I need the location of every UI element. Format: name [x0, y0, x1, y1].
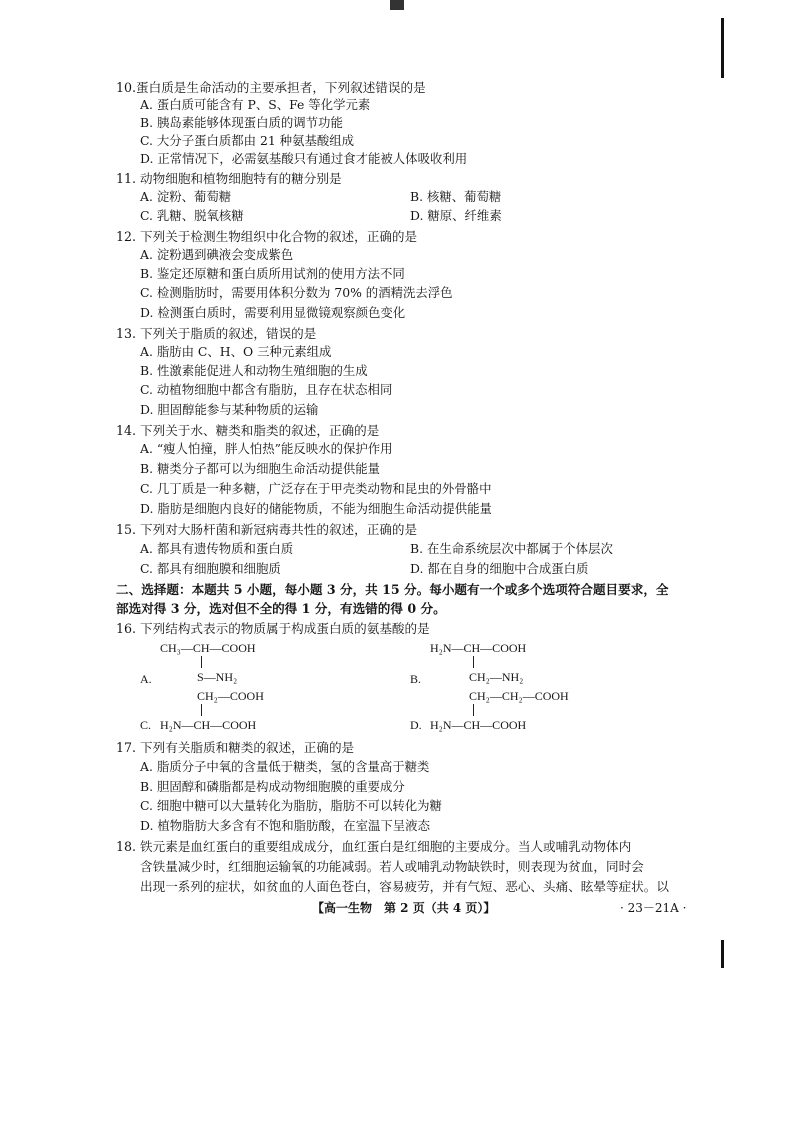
q11-stem: 11. 动物细胞和植物细胞特有的糖分别是 [116, 171, 342, 186]
q17-stem: 17. 下列有关脂质和糖类的叙述，正确的是 [116, 740, 355, 755]
q12-option-b: B. 鉴定还原糖和蛋白质所用试剂的使用方法不同 [140, 266, 405, 281]
scan-edge-top [721, 18, 724, 78]
q15-option-b: B. 在生命系统层次中都属于个体层次 [410, 541, 613, 556]
q16-option-b-bottom: CH₂—NH₂ [469, 670, 524, 684]
q12-option-a: A. 淀粉遇到碘液会变成紫色 [140, 247, 294, 262]
q17-option-b: B. 胆固醇和磷脂都是构成动物细胞膜的重要成分 [140, 779, 405, 794]
q13-option-b: B. 性激素能促进人和动物生殖细胞的生成 [140, 363, 368, 378]
q18-line-3: 出现一系列的症状，如贫血的人面色苍白，容易疲劳，并有气短、恶心、头痛、眩晕等症状。以 [140, 879, 669, 894]
q10-stem: 10.蛋白质是生命活动的主要承担者，下列叙述错误的是 [116, 80, 426, 95]
q14-option-c: C. 几丁质是一种多糖，广泛存在于甲壳类动物和昆虫的外骨骼中 [140, 481, 492, 496]
q16-option-c-bottom: H₂N—CH—COOH [160, 718, 257, 732]
scan-edge-bottom [721, 940, 724, 968]
q18-line-2: 含铁量减少时，红细胞运输氧的功能减弱。若人或哺乳动物缺铁时，则表现为贫血，同时会 [140, 859, 644, 874]
q16-stem: 16. 下列结构式表示的物质属于构成蛋白质的氨基酸的是 [116, 621, 430, 636]
q15-option-d: D. 都在自身的细胞中合成蛋白质 [410, 561, 589, 576]
bond-line [473, 656, 474, 668]
q15-stem: 15. 下列对大肠杆菌和新冠病毒共性的叙述，正确的是 [116, 522, 418, 537]
q15-option-c: C. 都具有细胞膜和细胞质 [140, 561, 281, 576]
q13-option-d: D. 胆固醇能参与某种物质的运输 [140, 402, 319, 417]
paper-code: · 23－21A · [620, 901, 687, 915]
q11-option-b: B. 核糖、葡萄糖 [410, 189, 502, 204]
q13-stem: 13. 下列关于脂质的叙述，错误的是 [116, 326, 317, 341]
q16-option-d-bottom: H₂N—CH—COOH [430, 718, 527, 732]
q15-option-a: A. 都具有遗传物质和蛋白质 [140, 541, 294, 556]
q16-option-a-label: A. [140, 672, 152, 686]
q14-option-a: A. “瘦人怕撞，胖人怕热”能反映水的保护作用 [140, 441, 393, 456]
q12-option-d: D. 检测蛋白质时，需要利用显微镜观察颜色变化 [140, 305, 406, 320]
q11-option-a: A. 淀粉、葡萄糖 [140, 189, 232, 204]
q11-option-d: D. 糖原、纤维素 [410, 208, 502, 223]
q16-option-b-top: H₂N—CH—COOH [430, 641, 527, 655]
q17-option-a: A. 脂质分子中氧的含量低于糖类，氢的含量高于糖类 [140, 759, 430, 774]
section-2-heading: 二、选择题：本题共 5 小题，每小题 3 分，共 15 分。每小题有一个或多个选项符合题目要求，全 [116, 582, 669, 597]
q10-option-b: B. 胰岛素能够体现蛋白质的调节功能 [140, 115, 343, 130]
bond-line [201, 656, 202, 668]
q16-option-a-top: CH₃—CH—COOH [160, 641, 256, 655]
q10-option-a: A. 蛋白质可能含有 P、S、Fe 等化学元素 [140, 97, 371, 112]
q14-stem: 14. 下列关于水、糖类和脂类的叙述，正确的是 [116, 423, 380, 438]
q14-option-d: D. 脂肪是细胞内良好的储能物质，不能为细胞生命活动提供能量 [140, 501, 492, 516]
q10-option-d: D. 正常情况下，必需氨基酸只有通过食才能被人体吸收利用 [140, 151, 468, 166]
q12-stem: 12. 下列关于检测生物组织中化合物的叙述，正确的是 [116, 229, 418, 244]
q18-line-1: 18. 铁元素是血红蛋白的重要组成成分，血红蛋白是红细胞的主要成分。当人或哺乳动物体内 [116, 839, 632, 854]
scan-mark [390, 0, 404, 10]
q16-option-d-top: CH₂—CH₂—COOH [469, 689, 569, 703]
bond-line [473, 704, 474, 716]
q16-option-d-label: D. [410, 718, 422, 732]
q10-option-c: C. 大分子蛋白质都由 21 种氨基酸组成 [140, 133, 355, 148]
q17-option-c: C. 细胞中糖可以大量转化为脂肪，脂肪不可以转化为糖 [140, 798, 442, 813]
section-2-heading-cont: 部选对得 3 分，选对但不全的得 1 分，有选错的得 0 分。 [116, 601, 446, 616]
q14-option-b: B. 糖类分子都可以为细胞生命活动提供能量 [140, 461, 381, 476]
q13-option-a: A. 脂肪由 C、H、O 三种元素组成 [140, 344, 332, 359]
page-footer: 【高一生物 第 2 页（共 4 页）】 [312, 901, 496, 915]
q16-option-c-label: C. [140, 718, 152, 732]
q16-option-c-top: CH₂—COOH [197, 689, 264, 703]
q13-option-c: C. 动植物细胞中都含有脂肪，且存在状态相同 [140, 382, 393, 397]
q11-option-c: C. 乳糖、脱氧核糖 [140, 208, 244, 223]
q16-option-b-label: B. [410, 672, 422, 686]
q17-option-d: D. 植物脂肪大多含有不饱和脂肪酸，在室温下呈液态 [140, 818, 430, 833]
q16-option-a-bottom: S—NH₂ [197, 670, 238, 684]
q12-option-c: C. 检测脂肪时，需要用体积分数为 70% 的酒精洗去浮色 [140, 285, 453, 300]
bond-line [201, 704, 202, 716]
